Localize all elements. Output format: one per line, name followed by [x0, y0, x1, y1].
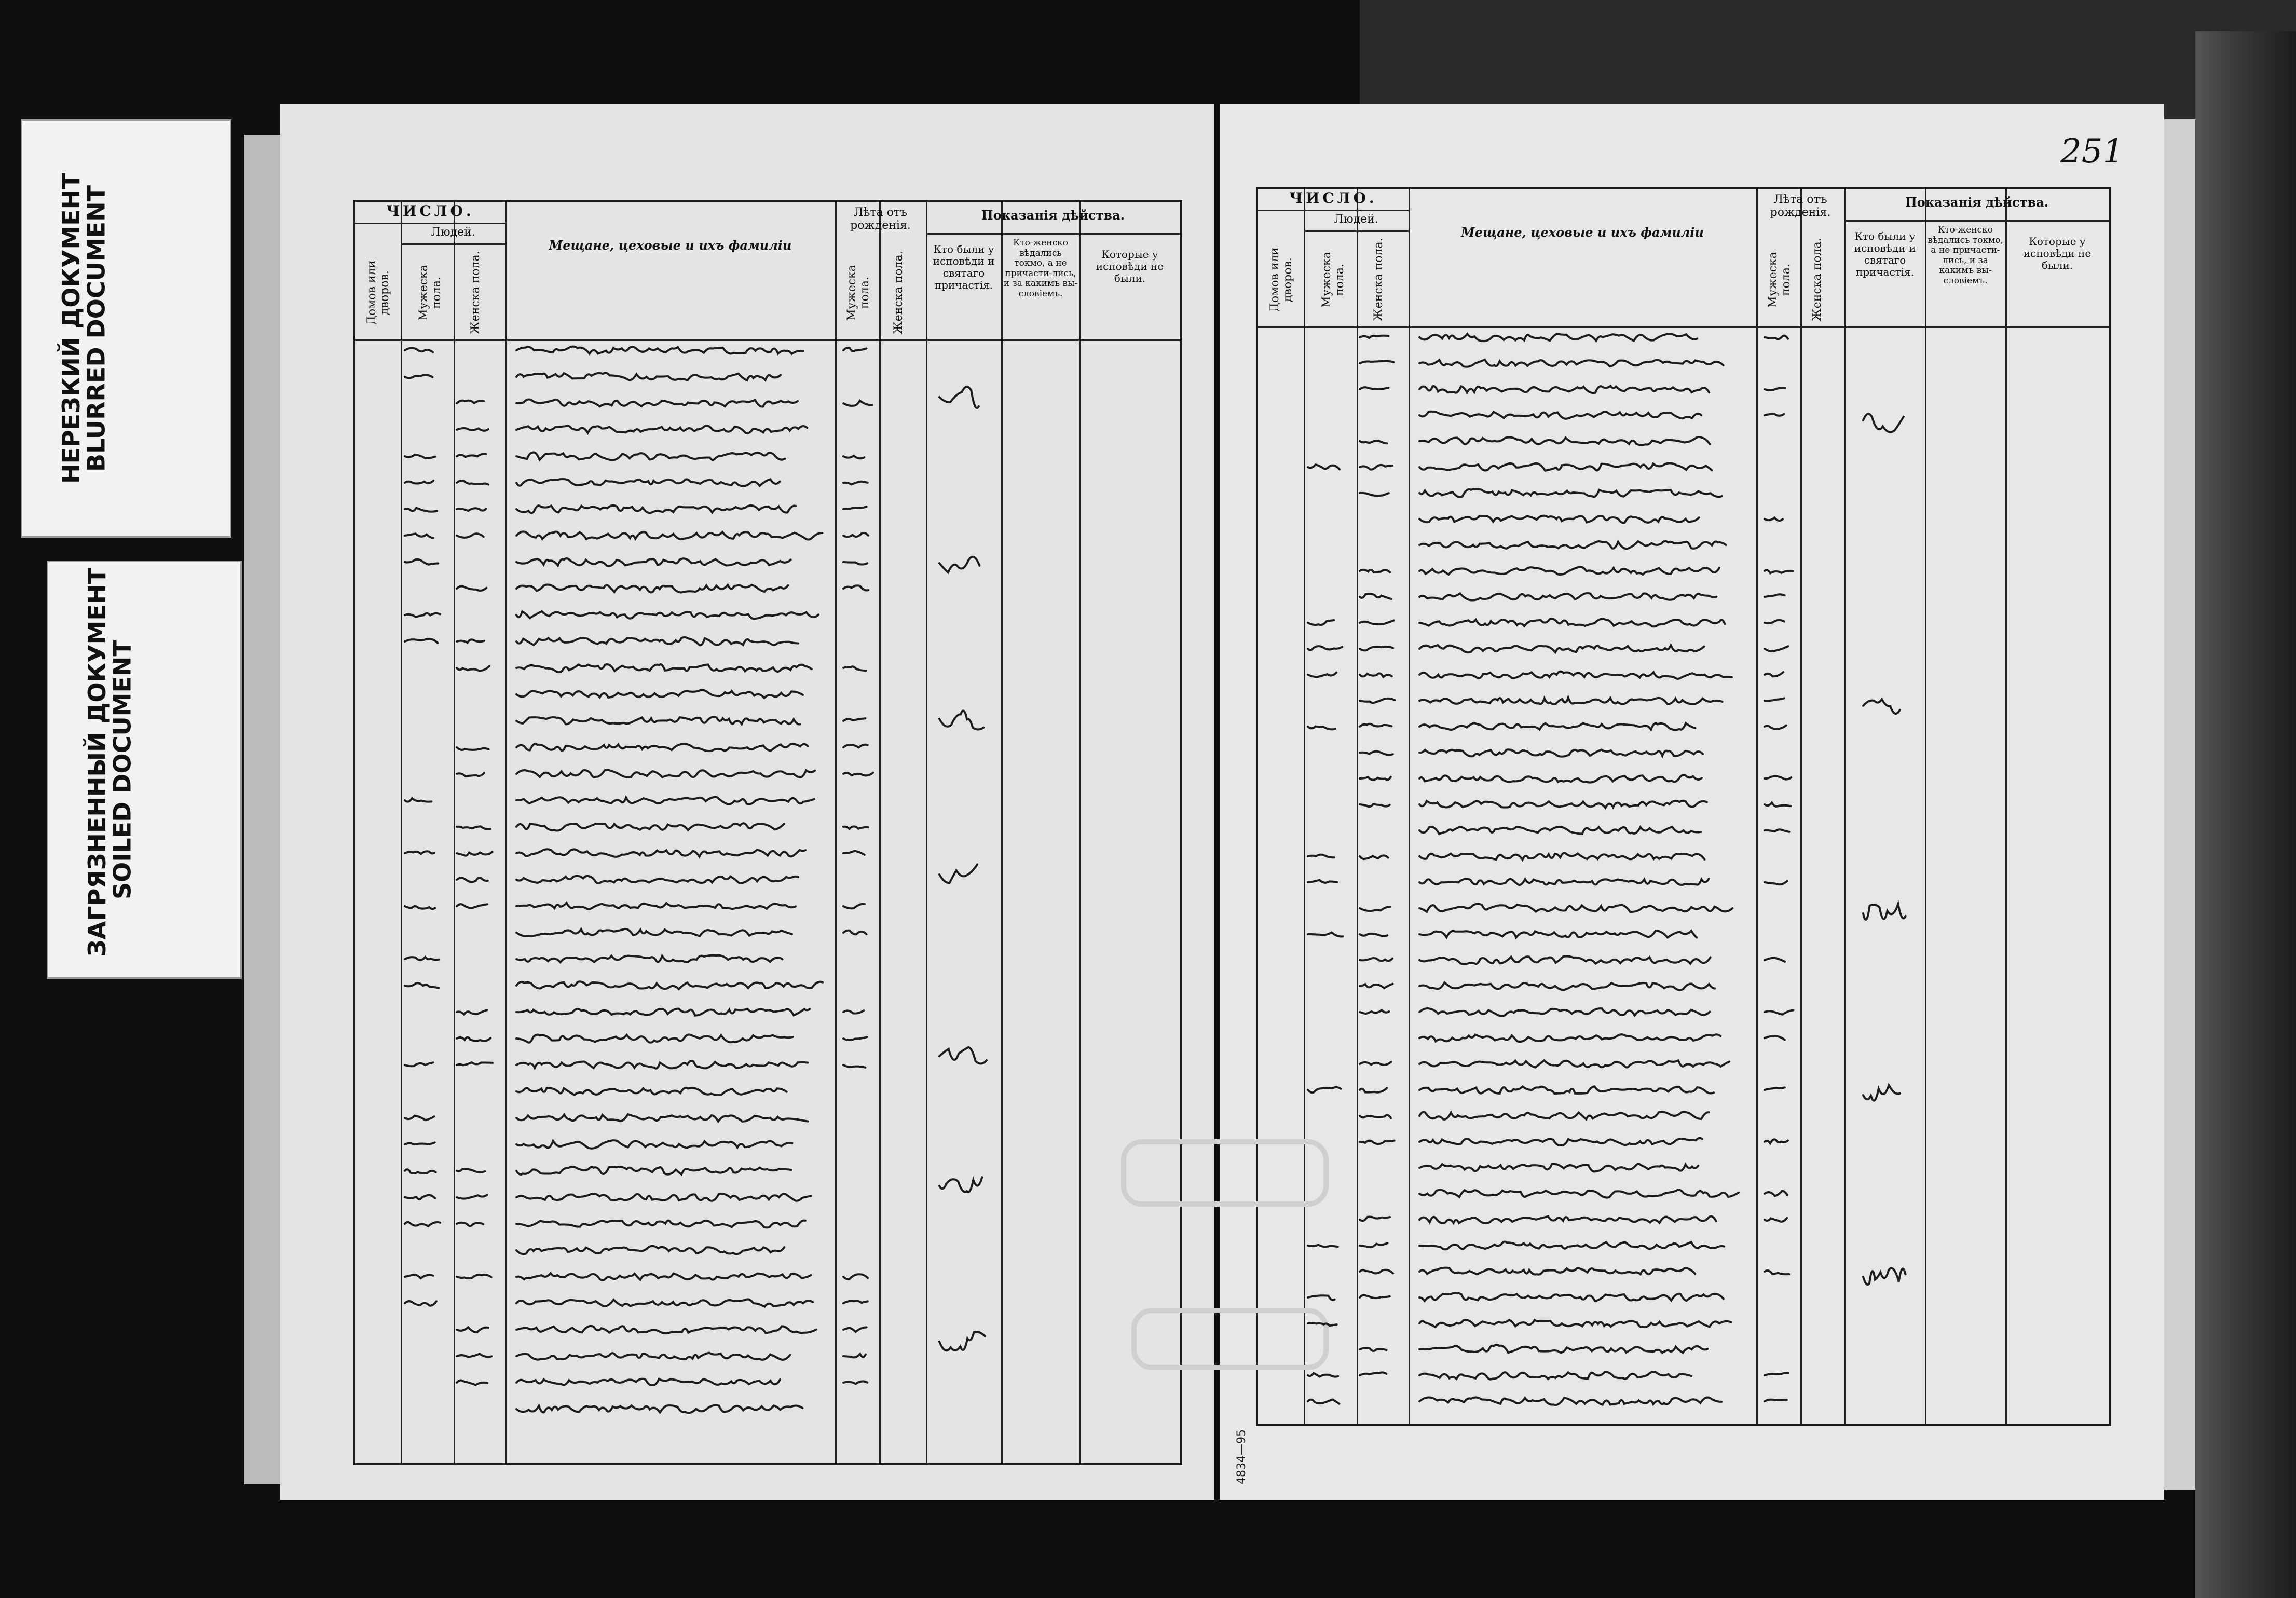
handwritten-stroke [1419, 672, 1732, 679]
header-age-male: Мужеска пола. [845, 265, 871, 321]
handwritten-stroke [1360, 1243, 1387, 1247]
handwritten-stroke [1419, 489, 1722, 497]
handwritten-stroke [1419, 723, 1695, 730]
handwritten-stroke [405, 481, 433, 484]
handwritten-stroke [516, 1299, 813, 1306]
handwritten-stroke [405, 1195, 435, 1199]
handwritten-stroke [457, 878, 488, 882]
handwritten-stroke [457, 826, 490, 829]
folio-number: 251 [2060, 132, 2124, 171]
catalog-number: 4834—95 [1235, 1429, 1248, 1484]
handwritten-stroke [516, 849, 805, 857]
handwritten-stroke [516, 637, 798, 645]
handwritten-stroke [843, 348, 866, 351]
handwritten-stroke [405, 1116, 434, 1121]
handwritten-stroke [1419, 904, 1732, 912]
header-age-female: Женска пола. [892, 251, 905, 335]
handwritten-stroke [1419, 1241, 1724, 1249]
handwritten-stroke [516, 347, 803, 354]
handwritten-stroke [457, 773, 484, 776]
handwritten-stroke [1308, 1373, 1338, 1377]
handwritten-stroke [1863, 1268, 1905, 1285]
handwritten-stroke [1419, 957, 1711, 964]
handwritten-stroke [1419, 1112, 1709, 1119]
handwritten-stroke [516, 1273, 811, 1280]
handwritten-stroke [939, 864, 977, 883]
handwritten-stroke [516, 479, 780, 486]
handwritten-stroke [516, 1246, 784, 1254]
handwritten-stroke [457, 1223, 483, 1226]
handwritten-stroke [1419, 1345, 1707, 1353]
handwritten-stroke [457, 1380, 487, 1385]
handwritten-stroke [457, 428, 488, 431]
handwritten-stroke [516, 981, 823, 989]
handwritten-stroke [516, 744, 808, 751]
handwritten-stroke [516, 664, 812, 672]
header-at-confession-right: Кто были у исповѣди и святаго причастія. [1854, 230, 1916, 278]
handwritten-stroke [1419, 386, 1709, 393]
header-not-at-confession-right: Которые у исповѣди не были. [2023, 235, 2092, 271]
handwritten-stroke [405, 957, 439, 960]
handwritten-stroke [1360, 1348, 1386, 1351]
handwritten-stroke [1360, 465, 1392, 470]
handwritten-stroke [1360, 907, 1390, 911]
handwritten-stroke [1360, 1270, 1393, 1274]
handwritten-stroke [1308, 465, 1340, 469]
handwritten-stroke [457, 1354, 491, 1357]
header-age-group-right: Лѣта отъ рожденія. [1770, 193, 1831, 220]
header-number: ЧИСЛО. [386, 202, 474, 220]
handwritten-stroke [843, 904, 865, 909]
handwritten-stroke [516, 1167, 791, 1174]
handwritten-stroke [1419, 1086, 1714, 1094]
header-female: Женска пола. [469, 251, 482, 335]
header-houses: Домов или дворов. [365, 260, 391, 325]
handwritten-stroke [1360, 336, 1388, 338]
handwritten-stroke [1863, 904, 1906, 920]
handwritten-stroke [1765, 829, 1789, 832]
handwritten-stroke [1765, 1400, 1787, 1401]
handwritten-stroke [939, 387, 979, 408]
handwritten-stroke [1765, 881, 1787, 885]
handwritten-stroke [1308, 1087, 1341, 1092]
handwritten-stroke [405, 906, 435, 909]
handwritten-stroke [1419, 360, 1724, 367]
header-at-confession: Кто были у исповѣди и святаго причастія. [933, 243, 995, 291]
handwritten-stroke [1765, 1087, 1785, 1090]
handwritten-stroke [516, 558, 791, 566]
handwritten-stroke [516, 1009, 810, 1016]
handwritten-stroke [1360, 1372, 1386, 1375]
soiled-stamp-line1: ЗАГРЯЗНЕННЫЙ ДОКУМЕНТ [83, 568, 111, 957]
handwritten-stroke [1419, 853, 1704, 859]
handwritten-stroke [1419, 1164, 1698, 1172]
handwritten-stroke [405, 534, 433, 538]
handwritten-stroke [457, 586, 486, 591]
handwritten-stroke [405, 1169, 436, 1173]
handwritten-stroke [405, 559, 438, 565]
handwritten-stroke [1419, 827, 1701, 834]
handwritten-stroke [516, 1114, 808, 1122]
header-confession-only: Кто-женско вѣдались токмо, а не причасти-лись, и за какимъ вы-словіемъ. [1003, 238, 1078, 299]
header-male-right: Мужеска пола. [1320, 252, 1346, 308]
handwritten-stroke [516, 426, 807, 433]
handwritten-stroke [1419, 1217, 1716, 1223]
handwritten-stroke [1765, 517, 1783, 521]
handwritten-stroke [939, 711, 983, 729]
handwritten-stroke [1308, 855, 1334, 858]
handwritten-stroke [1308, 1399, 1339, 1403]
handwritten-stroke [457, 1062, 493, 1065]
handwritten-stroke [457, 639, 484, 643]
blurred-stamp-line2: BLURRED DOCUMENT [82, 185, 111, 472]
handwritten-stroke [1360, 1295, 1390, 1298]
handwritten-stroke [1419, 463, 1712, 470]
handwritten-stroke [516, 1221, 805, 1228]
handwritten-stroke [405, 613, 440, 617]
handwritten-stroke [1765, 1218, 1787, 1222]
handwritten-stroke [1419, 1320, 1731, 1327]
handwritten-stroke [843, 1274, 868, 1279]
handwritten-stroke [1419, 1293, 1724, 1301]
handwritten-stroke [843, 507, 867, 509]
handwritten-stroke [516, 823, 784, 830]
handwritten-stroke [1419, 749, 1703, 756]
handwritten-stroke [405, 983, 439, 988]
handwritten-stroke [457, 1327, 488, 1332]
handwritten-stroke [405, 1142, 435, 1144]
handwritten-stroke [1419, 541, 1726, 549]
handwritten-stroke [843, 826, 868, 829]
header-male: Мужеска пола. [417, 265, 443, 321]
handwritten-stroke [1308, 620, 1334, 625]
handwritten-stroke [405, 508, 437, 512]
handwritten-stroke [1419, 1397, 1721, 1405]
handwritten-stroke [843, 533, 868, 537]
handwritten-stroke [516, 1353, 790, 1360]
handwritten-stroke [843, 401, 872, 406]
handwritten-stroke [843, 718, 865, 721]
handwritten-stroke [843, 585, 868, 590]
handwritten-stroke [457, 747, 489, 750]
handwritten-stroke [1360, 777, 1391, 780]
handwritten-stroke [457, 401, 484, 403]
handwritten-stroke [1765, 1271, 1789, 1274]
handwritten-stroke [405, 1062, 433, 1066]
handwritten-stroke [843, 773, 873, 776]
handwritten-stroke [516, 1405, 802, 1413]
handwritten-stroke [1360, 493, 1389, 496]
handwritten-stroke [1308, 933, 1343, 937]
handwritten-stroke [516, 506, 796, 513]
header-people-right: Людей. [1334, 213, 1378, 226]
handwritten-stroke [1419, 1268, 1695, 1275]
handwritten-stroke [405, 798, 431, 802]
header-number-right: ЧИСЛО. [1289, 189, 1377, 207]
handwritten-stroke [1765, 698, 1784, 701]
handwritten-stroke [843, 456, 864, 458]
handwritten-stroke [1419, 334, 1697, 341]
handwritten-stroke [1308, 726, 1335, 729]
handwritten-stroke [1765, 388, 1785, 390]
handwritten-stroke [1308, 646, 1342, 650]
handwritten-stroke [1360, 1088, 1387, 1092]
handwritten-stroke [516, 1379, 780, 1385]
handwritten-stroke [516, 1034, 793, 1042]
handwritten-stroke [1360, 984, 1392, 988]
handwritten-stroke [405, 1275, 433, 1278]
handwritten-stroke [1419, 879, 1709, 885]
handwritten-stroke [1360, 1062, 1391, 1065]
header-age-male-right: Мужеска пола. [1767, 252, 1793, 308]
handwritten-stroke [1419, 698, 1723, 704]
handwritten-stroke [1360, 1010, 1389, 1014]
handwritten-stroke [1863, 1085, 1900, 1101]
handwritten-stroke [457, 666, 489, 671]
handwritten-stroke [405, 1222, 440, 1226]
handwritten-stroke [457, 454, 486, 457]
handwritten-stroke [457, 1275, 491, 1278]
handwritten-stroke [1308, 1245, 1338, 1247]
handwritten-stroke [1360, 441, 1387, 443]
header-confession-only-right: Кто-женско вѣдались токмо, а не причасти-лись, и за какимъ вы-словіемъ. [1928, 225, 2003, 286]
handwritten-stroke [405, 455, 435, 458]
handwritten-stroke [843, 1301, 868, 1303]
handwritten-stroke [1360, 752, 1393, 755]
blurred-stamp-line1: НЕРЕЗКИЙ ДОКУМЕНТ [57, 173, 85, 484]
handwritten-stroke [516, 690, 803, 698]
handwritten-stroke [1765, 1191, 1787, 1196]
handwritten-stroke [1308, 880, 1337, 882]
handwritten-stroke [1765, 958, 1785, 961]
handwritten-stroke [1419, 931, 1697, 937]
handwritten-stroke [1419, 593, 1716, 600]
header-people: Людей. [431, 226, 475, 239]
handwritten-stroke [1419, 619, 1725, 626]
soiled-stamp-line2: SOILED DOCUMENT [108, 640, 136, 899]
handwritten-stroke [516, 955, 782, 962]
handwritten-stroke [843, 745, 868, 748]
header-age-group: Лѣта отъ рожденія. [850, 206, 911, 233]
handwritten-stroke [516, 717, 800, 724]
handwritten-stroke [516, 399, 798, 406]
handwritten-stroke [516, 1326, 816, 1333]
handwritten-stroke [1360, 620, 1393, 624]
handwritten-stroke [1765, 414, 1784, 416]
handwritten-stroke [516, 929, 792, 936]
header-houses-right: Домов или дворов. [1268, 247, 1294, 312]
handwritten-stroke [405, 375, 432, 378]
handwritten-stroke [843, 1010, 864, 1014]
handwritten-stroke [457, 508, 486, 511]
header-names: Мещане, цеховые и ихъ фамиліи [549, 238, 792, 253]
handwritten-stroke [1360, 1217, 1390, 1221]
handwritten-stroke [405, 348, 433, 352]
handwritten-stroke [843, 666, 866, 671]
handwritten-stroke [1765, 1010, 1794, 1014]
handwritten-stroke [457, 481, 488, 485]
handwritten-stroke [939, 1177, 982, 1192]
handwritten-stroke [1308, 1295, 1335, 1300]
header-not-at-confession: Которые у исповѣди не были. [1096, 248, 1164, 284]
handwritten-stroke [1765, 1139, 1788, 1143]
handwritten-stroke [405, 639, 438, 643]
handwritten-stroke [1360, 855, 1388, 859]
handwritten-stroke [1765, 1036, 1785, 1040]
handwritten-stroke [1360, 699, 1395, 703]
header-actions-right: Показанія дѣйства. [1905, 195, 2048, 210]
handwritten-stroke [1419, 567, 1719, 575]
handwritten-stroke [516, 1194, 811, 1201]
handwritten-stroke [516, 1061, 808, 1069]
handwritten-stroke [843, 1065, 865, 1068]
handwritten-stroke [457, 1195, 487, 1198]
handwritten-stroke [1419, 1060, 1729, 1067]
handwritten-stroke [516, 797, 814, 804]
handwritten-stroke [516, 770, 815, 777]
handwritten-stroke [843, 1381, 867, 1384]
handwritten-stroke [939, 1047, 987, 1063]
handwritten-stroke [1765, 594, 1785, 597]
handwritten-stroke [843, 562, 867, 565]
handwritten-stroke [1360, 361, 1393, 363]
handwritten-stroke [1765, 726, 1786, 729]
handwritten-stroke [1765, 1373, 1788, 1375]
handwritten-stroke [516, 373, 781, 380]
handwritten-stroke [843, 1354, 866, 1358]
handwritten-stroke [457, 904, 487, 908]
handwritten-stroke [1765, 646, 1788, 651]
handwritten-stroke [843, 851, 865, 855]
handwritten-stroke [1419, 801, 1707, 808]
handwritten-stroke [516, 903, 796, 909]
handwritten-stroke [1419, 1372, 1691, 1380]
handwritten-stroke [457, 1010, 487, 1015]
handwritten-stroke [516, 1088, 787, 1095]
header-female-right: Женска пола. [1372, 238, 1385, 322]
handwritten-stroke [1863, 699, 1900, 714]
handwritten-stroke [1419, 982, 1715, 990]
handwritten-stroke [1765, 672, 1783, 676]
handwritten-stroke [457, 852, 492, 855]
handwritten-stroke [516, 1140, 792, 1149]
handwritten-stroke [843, 482, 868, 485]
handwritten-stroke [1360, 1141, 1395, 1144]
handwritten-stroke [1765, 570, 1793, 573]
handwritten-stroke [1360, 724, 1391, 727]
handwritten-stroke [1308, 673, 1336, 677]
handwritten-stroke [1765, 620, 1784, 623]
handwritten-stroke [1308, 1323, 1337, 1326]
handwritten-stroke [1419, 645, 1704, 652]
handwritten-stroke [1360, 804, 1390, 807]
handwritten-stroke [457, 534, 484, 538]
header-names-right: Мещане, цеховые и ихъ фамиліи [1461, 225, 1704, 240]
handwritten-stroke [1419, 1190, 1739, 1198]
handwritten-stroke [516, 611, 818, 619]
handwritten-stroke [1360, 570, 1390, 572]
handwritten-stroke [1360, 1115, 1391, 1118]
handwritten-stroke [405, 851, 434, 854]
handwritten-stroke [457, 1037, 490, 1041]
handwritten-stroke [516, 584, 788, 592]
handwritten-stroke [516, 452, 785, 460]
handwritten-stroke [1765, 803, 1791, 807]
handwritten-stroke [1360, 958, 1392, 961]
handwritten-stroke [1419, 775, 1702, 782]
handwritten-stroke [1360, 647, 1393, 651]
handwritten-stroke [1419, 412, 1701, 419]
header-age-female-right: Женска пола. [1811, 238, 1824, 322]
handwritten-stroke [843, 1037, 867, 1040]
handwritten-stroke [1419, 1138, 1702, 1145]
handwritten-stroke [516, 531, 822, 539]
handwritten-stroke [1419, 1034, 1720, 1042]
handwritten-stroke [1765, 336, 1788, 339]
handwritten-stroke [843, 1327, 867, 1332]
handwritten-stroke [843, 931, 866, 935]
handwritten-stroke [939, 557, 979, 572]
handwritten-stroke [405, 1301, 436, 1306]
handwritten-stroke [939, 1332, 985, 1350]
handwritten-stroke [1360, 934, 1387, 936]
handwritten-stroke [457, 1169, 485, 1172]
handwritten-stroke [516, 876, 798, 884]
handwritten-stroke [1765, 776, 1791, 780]
handwritten-stroke [1419, 437, 1710, 445]
handwritten-stroke [1863, 414, 1904, 432]
handwritten-stroke [1419, 1008, 1710, 1016]
header-actions: Показанія дѣйства. [981, 208, 1125, 223]
handwritten-stroke [1360, 387, 1388, 389]
handwritten-stroke [1360, 673, 1392, 677]
handwritten-stroke [1419, 516, 1699, 523]
handwritten-stroke [1360, 594, 1391, 599]
